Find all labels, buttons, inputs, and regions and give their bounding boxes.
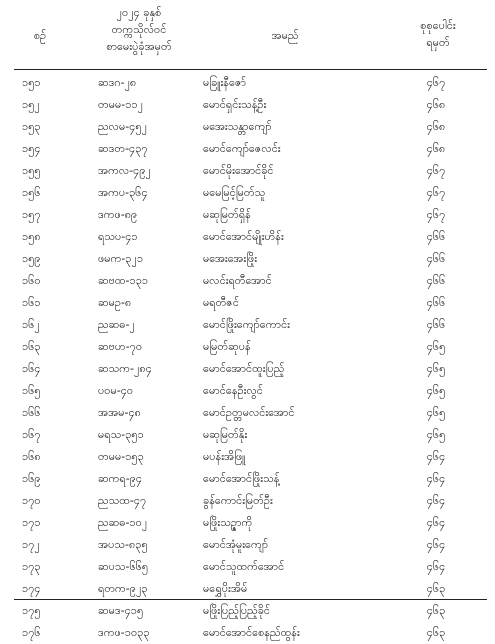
- row-total-marks: ၄၆၅: [426, 428, 446, 441]
- table-row: [0, 468, 495, 490]
- header-exam-number: [84, 4, 194, 55]
- row-total-marks: ၄၆၆: [426, 230, 446, 243]
- row-name: မမြတ်ဆုပန်: [203, 340, 251, 353]
- row-exam-number: ဆဒတ-၄၃၇: [98, 142, 148, 155]
- table-row: [0, 556, 495, 578]
- table-row: [0, 160, 495, 182]
- table-row: [0, 534, 495, 556]
- row-name: မောင်ဖြိုးကျော်ကောင်း: [203, 318, 290, 331]
- row-name: မအေးအေးဖြိုး: [203, 252, 258, 265]
- row-serial-no: ၁၇၅: [22, 604, 41, 617]
- row-total-marks: ၄၆၅: [426, 362, 446, 375]
- row-serial-no: ၁၇၁: [22, 516, 41, 529]
- row-total-marks: ၄၆၇: [426, 76, 446, 89]
- row-name: မအေးသန္တာကျော်: [203, 120, 272, 133]
- row-total-marks: ၄၆၅: [426, 340, 446, 353]
- row-exam-number: အပသ-၈၃၅: [98, 538, 148, 551]
- row-name: မောင်အောင်မျိုးဟိန်း: [203, 230, 284, 243]
- row-name: မပန်းအိဖြူ: [203, 450, 246, 463]
- row-name: မောင်သူထက်အောင်: [203, 560, 285, 573]
- table-row: [0, 314, 495, 336]
- row-total-marks: ၄၆၇: [426, 208, 446, 221]
- header-marks-line1: စုစုပေါင်း: [420, 19, 456, 32]
- table-row: [0, 94, 495, 116]
- row-exam-number: ဆဗဟ-၇၀: [98, 340, 143, 353]
- table-row: [0, 226, 495, 248]
- row-serial-no: ၁၆၈: [22, 450, 41, 463]
- row-serial-no: ၁၆၀: [22, 274, 41, 287]
- row-serial-no: ၁၅၃: [22, 120, 41, 133]
- row-name: မရတီဇင်: [203, 296, 239, 309]
- row-serial-no: ၁၆၄: [22, 362, 41, 375]
- table-row: [0, 446, 495, 468]
- row-name: မောင်ဥတ္တမလင်းအောင်: [203, 406, 295, 419]
- row-serial-no: ၁၆၉: [22, 472, 41, 485]
- row-total-marks: ၄၆၄: [426, 472, 446, 485]
- row-total-marks: ၄၆၅: [426, 384, 446, 397]
- table-row: [0, 204, 495, 226]
- header-exam-line3: စာမေးပွဲခုံအမှတ်: [106, 40, 172, 53]
- row-total-marks: ၄၆၄: [426, 450, 446, 463]
- row-total-marks: ၄၆၄: [426, 516, 446, 529]
- row-name: မောင်မိုးအောင်ခိုင်: [203, 164, 274, 177]
- row-name: မောင်နေဦးလွင်: [203, 384, 263, 397]
- row-serial-no: ၁၆၇: [22, 428, 41, 441]
- row-exam-number: ဆဗထ-၁၃၁: [98, 274, 149, 287]
- table-row: [0, 182, 495, 204]
- row-exam-number: မရသ-၃၅၁: [98, 428, 144, 441]
- row-total-marks: ၄၆၈: [426, 98, 446, 111]
- row-serial-no: ၁၆၆: [22, 406, 41, 419]
- row-total-marks: ၄၆၇: [426, 186, 446, 199]
- table-row: [0, 270, 495, 292]
- row-serial-no: ၁၅၇: [22, 208, 41, 221]
- row-exam-number: ဒကဖ-၈၉: [98, 208, 138, 221]
- header-total-marks: [398, 17, 478, 51]
- row-serial-no: ၁၅၄: [22, 142, 41, 155]
- row-total-marks: ၄၆၇: [426, 164, 446, 177]
- table-row: [0, 512, 495, 534]
- row-exam-number: ညသထ-၄၇: [98, 494, 147, 507]
- header-serial-no: စဉ်: [33, 29, 47, 42]
- row-serial-no: ၁၅၅: [22, 164, 41, 177]
- row-serial-no: ၁၅၆: [22, 186, 41, 199]
- row-total-marks: ၄၆၃: [426, 582, 446, 595]
- table-row: [0, 424, 495, 446]
- row-exam-number: ဆကရ-၉၄: [98, 472, 143, 485]
- table-row: [0, 402, 495, 424]
- row-exam-number: ရသပ-၄၁: [98, 230, 138, 243]
- table-row: [0, 622, 495, 644]
- row-exam-number: အအမ-၄၈: [98, 406, 141, 419]
- row-exam-number: ဆသက-၂၈၄: [98, 362, 152, 375]
- row-exam-number: ညလမ-၄၅၂: [98, 120, 147, 133]
- row-exam-number: ဆမဥ-၈: [98, 296, 132, 309]
- row-name: မဖြိုးသဥ္ဇာကို: [203, 516, 253, 529]
- table-row: [0, 490, 495, 512]
- row-serial-no: ၁၆၅: [22, 384, 41, 397]
- table-row: [0, 600, 495, 622]
- row-exam-number: တမမ-၁၁၂: [98, 98, 144, 111]
- row-name: ခွန်ကောင်းမြတ်ဦး: [203, 494, 273, 507]
- row-serial-no: ၁၆၂: [22, 318, 40, 331]
- header-marks-line2: ရမှတ်: [426, 36, 450, 49]
- row-total-marks: ၄၆၆: [426, 318, 446, 331]
- row-serial-no: ၁၇၃: [22, 560, 41, 573]
- row-exam-number: ညဆဓ-၁၀၂: [98, 516, 148, 529]
- table-row: [0, 358, 495, 380]
- row-total-marks: ၄၆၄: [426, 538, 446, 551]
- row-name: မမေမြင့်မြတ်သူ: [203, 186, 266, 199]
- row-exam-number: ဖမက-၃၂၁: [98, 252, 144, 265]
- row-name: မောင်အောင်ဖြိုးသန့်: [203, 472, 280, 485]
- table-row: [0, 578, 495, 600]
- row-serial-no: ၁၅၉: [22, 252, 41, 265]
- table-body: [0, 72, 495, 644]
- row-name: မရွှေပိုးအိမ်: [203, 582, 248, 595]
- row-total-marks: ၄၆၃: [426, 604, 446, 617]
- row-exam-number: အကလ-၄၉၂: [98, 164, 151, 177]
- table-row: [0, 292, 495, 314]
- header-exam-line1: ၂၀၂၄ ခုနှစ်: [116, 6, 162, 19]
- row-name: မောင်ရှင်းသန့်ဦး: [203, 98, 267, 111]
- header-exam-line2: တက္ကသိုလ်ဝင်: [111, 23, 167, 36]
- row-total-marks: ၄၆၈: [426, 120, 446, 133]
- row-serial-no: ၁၇၆: [22, 626, 41, 639]
- row-name: မဖြိုးပြည့်ပြည့်ခိုင်: [203, 604, 271, 617]
- row-exam-number: တမမ-၁၅၃: [98, 450, 144, 463]
- row-serial-no: ၁၆၁: [22, 296, 41, 309]
- row-serial-no: ၁၇၂: [22, 538, 40, 551]
- row-exam-number: ဆပသ-၆၆၅: [98, 560, 149, 573]
- row-total-marks: ၄၆၄: [426, 560, 446, 573]
- row-name: မောင်အုံမူးကျော်: [203, 538, 269, 551]
- row-total-marks: ၄၆၆: [426, 252, 446, 265]
- row-name: မောင်အောင်ထူးပြည့်: [203, 362, 285, 375]
- row-serial-no: ၁၇၀: [22, 494, 41, 507]
- row-exam-number: ဒကဖ-၁၀၃၃: [98, 626, 150, 639]
- table-row: [0, 138, 495, 160]
- row-serial-no: ၁၅၁: [22, 76, 41, 89]
- row-name: မောင်အောင်စေနည်ထွန်း: [203, 626, 300, 639]
- header-divider: [14, 69, 487, 70]
- row-name: မောင်ကျော်ဇေလင်း: [203, 142, 281, 155]
- row-name: မဆုမြတ်ရှိန်: [203, 208, 251, 221]
- table-row: [0, 248, 495, 270]
- row-exam-number: ညဆဓ-၂: [98, 318, 135, 331]
- row-exam-number: ဆမဒ-၄၁၅: [98, 604, 144, 617]
- row-serial-no: ၁၅၈: [22, 230, 41, 243]
- row-total-marks: ၄၆၄: [426, 494, 446, 507]
- row-serial-no: ၁၅၂: [22, 98, 40, 111]
- row-total-marks: ၄၆၈: [426, 142, 446, 155]
- header-name: အမည်: [271, 29, 299, 42]
- row-exam-number: ရတက-၉၂၃: [98, 582, 148, 595]
- table-row: [0, 380, 495, 402]
- row-total-marks: ၄၆၆: [426, 296, 446, 309]
- row-serial-no: ၁၇၄: [22, 582, 41, 595]
- row-total-marks: ၄၆၃: [426, 626, 446, 639]
- row-name: မခြူးနီဇော်: [203, 76, 247, 89]
- row-exam-number: အကပ-၃၆၄: [98, 186, 148, 199]
- row-serial-no: ၁၆၃: [22, 340, 41, 353]
- row-total-marks: ၄၆၅: [426, 406, 446, 419]
- table-row: [0, 336, 495, 358]
- row-exam-number: ဆဒဂ-၂၈: [98, 76, 137, 89]
- table-header: [0, 0, 495, 70]
- table-row: [0, 72, 495, 94]
- row-exam-number: ပဝမ-၄၀: [98, 384, 134, 397]
- row-name: မလင်းရတီအောင်: [203, 274, 272, 287]
- row-total-marks: ၄၆၆: [426, 274, 446, 287]
- row-name: မဆုမြတ်နိုး: [203, 428, 248, 441]
- table-row: [0, 116, 495, 138]
